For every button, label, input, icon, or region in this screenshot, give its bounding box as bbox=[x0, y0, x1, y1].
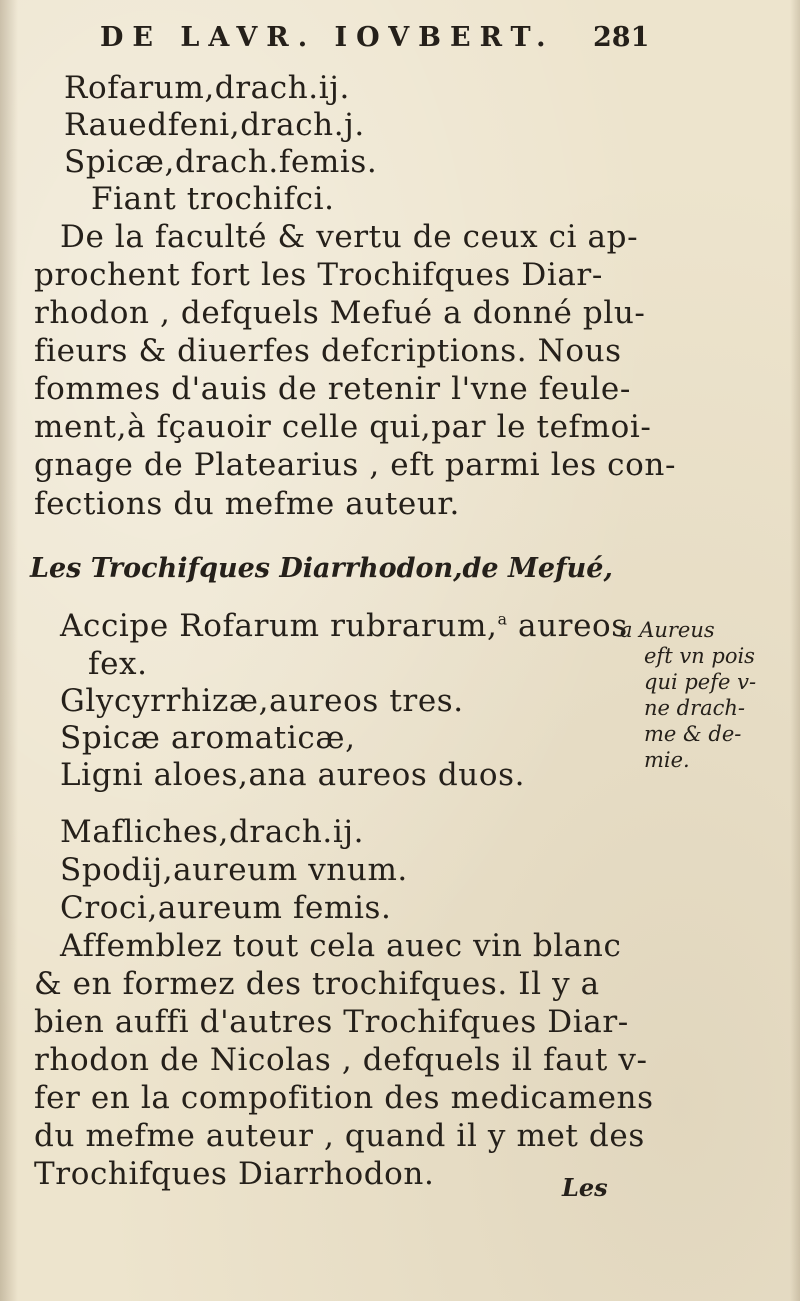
text-line: Croci,aureum femis. bbox=[60, 890, 392, 926]
text-line: Trochifques Diarrhodon. bbox=[34, 1156, 435, 1192]
text-line: Rauedfeni,drach.j. bbox=[64, 107, 365, 143]
catchword: Les bbox=[562, 1173, 608, 1202]
margin-note-line: me & de- bbox=[644, 722, 742, 746]
text-line: fer en la compofition des medicamens bbox=[34, 1080, 654, 1116]
text-line bbox=[60, 608, 628, 644]
text-line: bien auffi d'autres Trochifques Diar- bbox=[34, 1004, 629, 1040]
text-line: De la faculté & vertu de ceux ci ap- bbox=[60, 219, 639, 255]
text-line: & en formez des trochifques. Il y a bbox=[34, 966, 600, 1002]
running-head: DE LAVR. IOVBERT. bbox=[100, 22, 555, 53]
text-line: Spicæ aromaticæ, bbox=[60, 720, 356, 756]
margin-note-line: ne drach- bbox=[644, 696, 746, 720]
text-line: gnage de Platearius , eft parmi les con- bbox=[34, 447, 677, 483]
text-line: Spodij,aureum vnum. bbox=[60, 852, 408, 888]
text-line: Spicæ,drach.femis. bbox=[64, 144, 378, 180]
recipe-heading: Les Trochifques Diarrhodon,de Mefué, bbox=[30, 553, 613, 584]
text-line: Mafliches,drach.ij. bbox=[60, 814, 365, 850]
text-line: prochent fort les Trochifques Diar- bbox=[34, 257, 603, 293]
page-edge-shadow bbox=[790, 0, 800, 1301]
text-line: rhodon , defquels Mefué a donné plu- bbox=[34, 295, 646, 331]
text-segment: aureos bbox=[507, 608, 628, 644]
text-line: fommes d'auis de retenir l'vne feule- bbox=[34, 371, 631, 407]
note-reference: a bbox=[497, 609, 508, 629]
text-line: Ligni aloes,ana aureos duos. bbox=[60, 757, 526, 793]
text-line: rhodon de Nicolas , defquels il faut v- bbox=[34, 1042, 648, 1078]
text-line: ment,à fçauoir celle qui,par le tefmoi- bbox=[34, 409, 652, 445]
page-number: 281 bbox=[593, 22, 650, 53]
text-line: Glycyrrhizæ,aureos tres. bbox=[60, 683, 464, 719]
margin-note-line: mie. bbox=[644, 748, 690, 772]
text-line: Rofarum,drach.ij. bbox=[64, 70, 350, 106]
text-line: fieurs & diuerfes defcriptions. Nous bbox=[34, 333, 622, 369]
text-line: du mefme auteur , quand il y met des bbox=[34, 1118, 645, 1154]
gutter-shadow bbox=[0, 0, 18, 1301]
text-line: Fiant trochifci. bbox=[91, 181, 335, 217]
text-segment: Accipe Rofarum rubrarum, bbox=[60, 608, 498, 644]
margin-note-line: eft vn pois bbox=[644, 644, 755, 668]
margin-note-line: qui pefe v- bbox=[644, 670, 757, 694]
text-line: Affemblez tout cela auec vin blanc bbox=[60, 928, 622, 964]
text-line: fections du mefme auteur. bbox=[34, 486, 460, 522]
text-line: fex. bbox=[88, 646, 148, 682]
margin-note-line: a Aureus bbox=[620, 618, 715, 642]
